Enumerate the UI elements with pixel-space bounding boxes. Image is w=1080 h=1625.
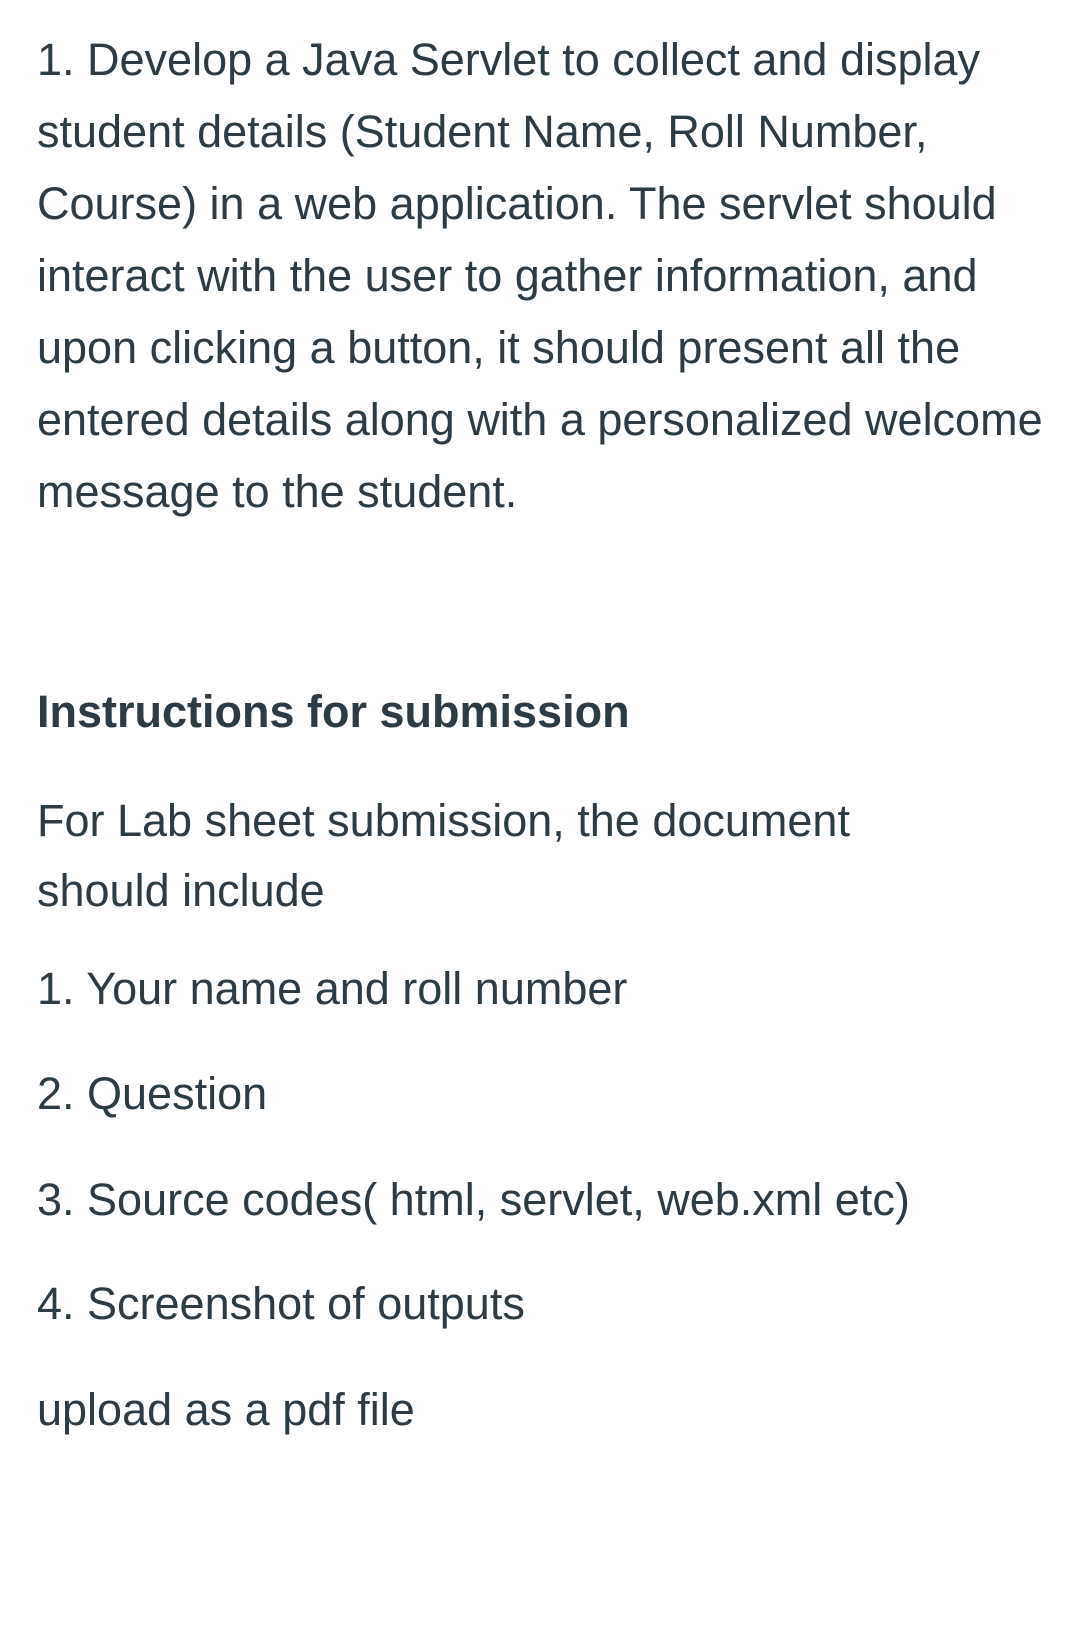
submission-item-question: 2. Question [37,1068,268,1119]
submission-item-name-roll: 1. Your name and roll number [37,963,628,1014]
question-text: 1. Develop a Java Servlet to collect and display student details (Student Name, Roll Number, Course) in a web application. The servlet should interact with the user to gather information, and upon clicking a button, it should present all the entered details along with a personalized welcome message to the student. [37,34,1043,517]
submission-item-screenshots: 4. Screenshot of outputs [37,1278,525,1329]
submission-item-source-codes: 3. Source codes( html, servlet, web.xml etc) [37,1174,910,1225]
upload-note: upload as a pdf file [37,1384,415,1435]
submission-intro: For Lab sheet submission, the document should include [37,795,850,916]
submission-heading: Instructions for submission [37,686,630,737]
document-content [37,24,1057,1435]
